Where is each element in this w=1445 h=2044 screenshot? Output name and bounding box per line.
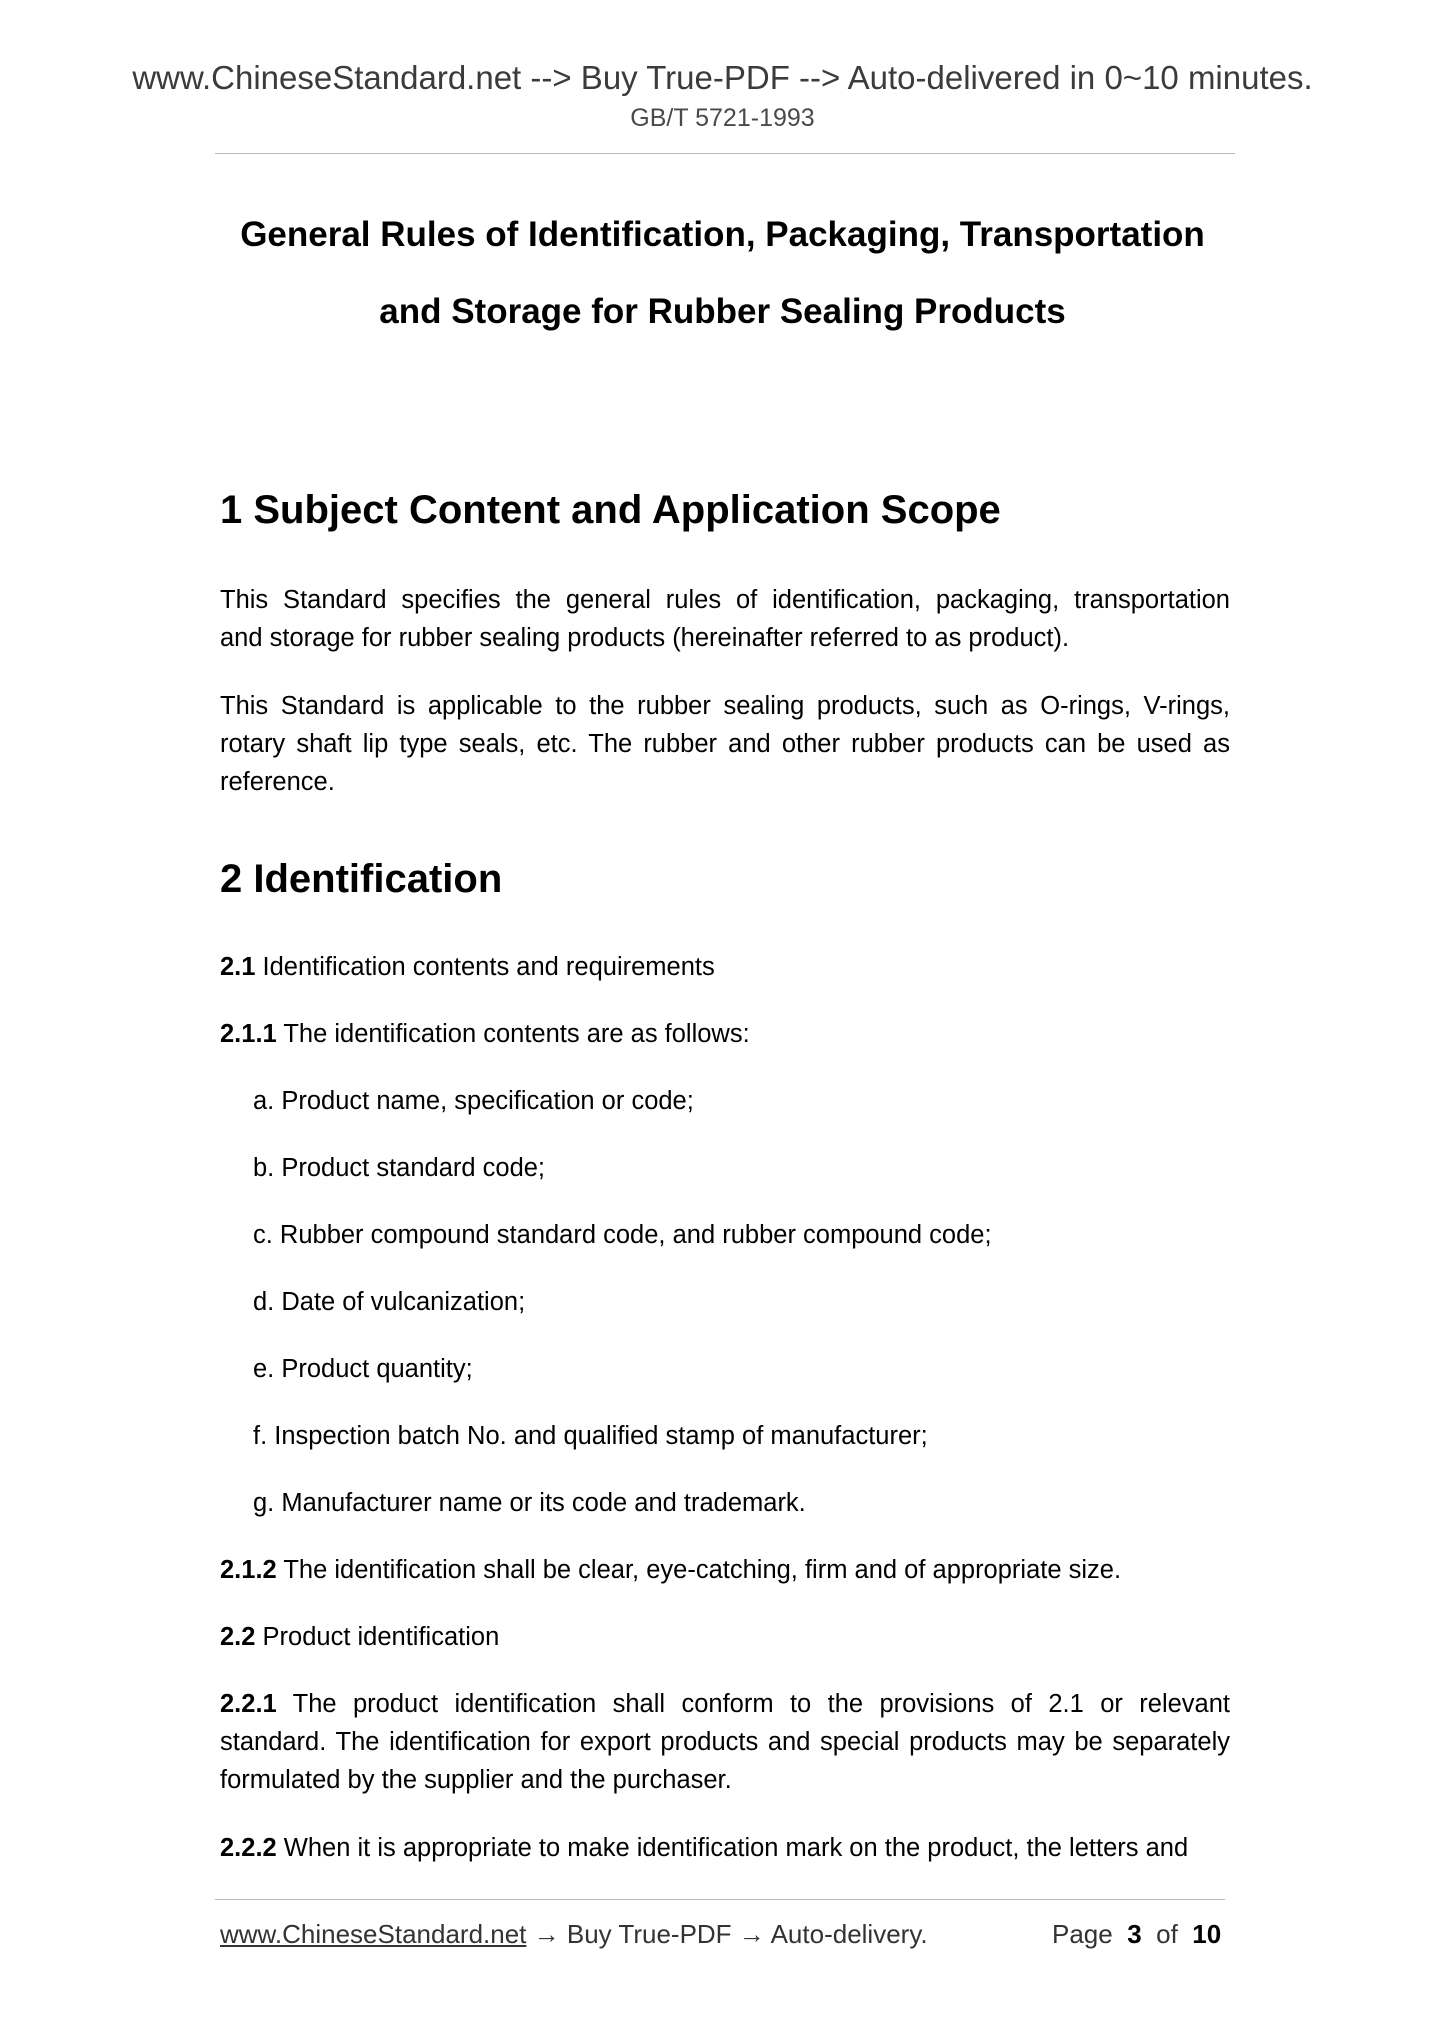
footer-site-link[interactable]: www.ChineseStandard.net — [220, 1919, 527, 1949]
clause-number: 2.1.1 — [220, 1020, 277, 1048]
document-title-line-1: General Rules of Identification, Packaging, Transportation — [240, 215, 1205, 254]
list-item: e. Product quantity; — [253, 1355, 473, 1383]
paragraph-line: reference. — [220, 768, 335, 796]
list-item: a. Product name, specification or code; — [253, 1087, 694, 1115]
clause-number: 2.2 — [220, 1623, 256, 1651]
paragraph-line: formulated by the supplier and the purchaser. — [220, 1766, 732, 1794]
clause-number: 2.1 — [220, 953, 256, 981]
paragraph-line: standard. The identification for export products and special products may be separately — [220, 1728, 1230, 1756]
paragraph-line — [220, 1685, 1230, 1723]
standard-code: GB/T 5721-1993 — [630, 104, 815, 132]
clause-2-1 — [220, 948, 715, 986]
clause-2-2 — [220, 1618, 499, 1656]
list-item: b. Product standard code; — [253, 1154, 546, 1182]
clause-2-2-2 — [220, 1829, 1188, 1867]
page-indicator — [1052, 1917, 1221, 1951]
paragraph-line: This Standard specifies the general rules of identification, packaging, transportation — [220, 586, 1230, 614]
section-1-paragraph-1 — [220, 581, 1230, 657]
list-item: f. Inspection batch No. and qualified stamp of manufacturer; — [253, 1422, 928, 1450]
footer-divider — [215, 1899, 1225, 1900]
clause-text: The identification shall be clear, eye-catching, firm and of appropriate size. — [276, 1556, 1122, 1584]
page-label: Page — [1052, 1919, 1113, 1949]
clause-number: 2.2.1 — [220, 1690, 277, 1718]
clause-text: Identification contents and requirements — [255, 953, 715, 981]
section-1-heading: 1 Subject Content and Application Scope — [220, 488, 1001, 532]
section-1-paragraph-2 — [220, 687, 1230, 801]
paragraph-line: and storage for rubber sealing products (hereinafter referred to as product). — [220, 624, 1070, 652]
arrow-icon: → — [731, 1919, 771, 1949]
page-of: of — [1156, 1919, 1178, 1949]
clause-number: 2.1.2 — [220, 1556, 277, 1584]
footer-buy-text: Buy True-PDF — [566, 1919, 732, 1949]
clause-2-2-1 — [220, 1685, 1230, 1799]
clause-text: The product identification shall conform to the provisions of 2.1 or relevant — [276, 1690, 1230, 1718]
arrow-icon: → — [526, 1919, 567, 1949]
clause-number: 2.2.2 — [220, 1834, 277, 1862]
clause-text: The identification contents are as follows: — [276, 1020, 750, 1048]
page-total: 10 — [1192, 1919, 1222, 1949]
list-item: g. Manufacturer name or its code and trademark. — [253, 1489, 806, 1517]
paragraph-line: rotary shaft lip type seals, etc. The rubber and other rubber products can be used as — [220, 730, 1230, 758]
header-divider — [215, 153, 1235, 154]
footer-delivery-text: Auto-delivery. — [770, 1919, 928, 1949]
header-banner[interactable]: www.ChineseStandard.net --> Buy True-PDF --> Auto-delivered in 0~10 minutes. — [132, 59, 1313, 96]
list-item: d. Date of vulcanization; — [253, 1288, 526, 1316]
clause-2-1-2 — [220, 1551, 1121, 1589]
list-item: c. Rubber compound standard code, and rubber compound code; — [253, 1221, 992, 1249]
clause-text: When it is appropriate to make identification mark on the product, the letters and — [276, 1834, 1189, 1862]
document-title-line-2: and Storage for Rubber Sealing Products — [379, 292, 1066, 331]
paragraph-line: This Standard is applicable to the rubber sealing products, such as O-rings, V-rings, — [220, 692, 1230, 720]
clause-text: Product identification — [255, 1623, 500, 1651]
clause-2-1-1 — [220, 1015, 750, 1053]
page-current: 3 — [1127, 1919, 1142, 1949]
section-2-heading: 2 Identification — [220, 857, 503, 901]
footer-promo — [220, 1917, 928, 1951]
